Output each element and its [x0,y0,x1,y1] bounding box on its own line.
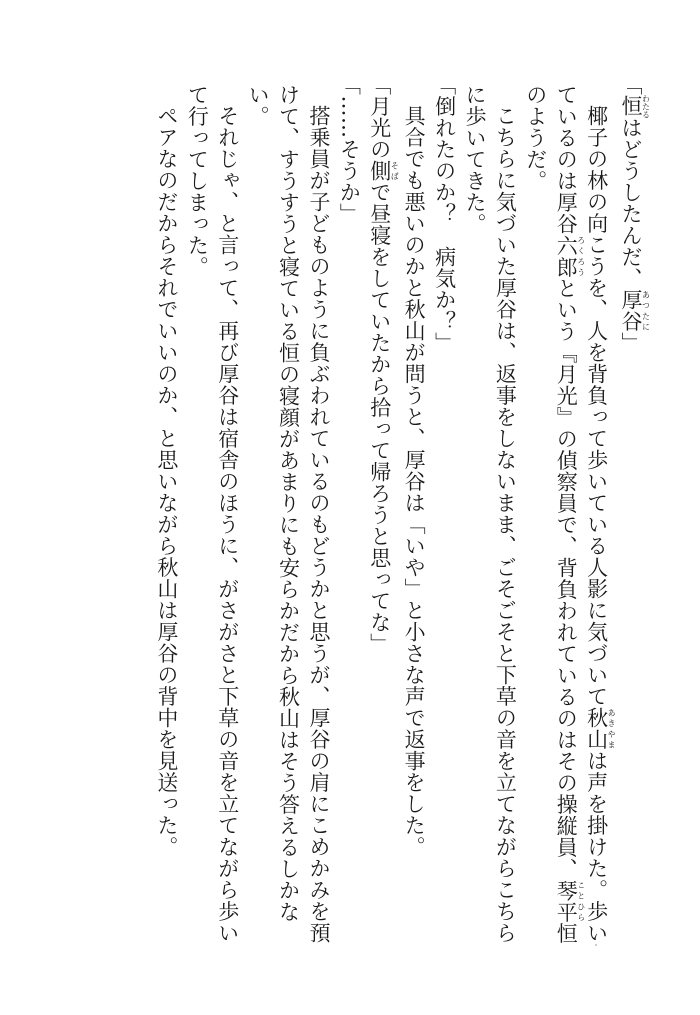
text-run: 「……そうか」 [337,73,362,224]
narration-paragraph [460,84,521,954]
text-run: という『月光』の偵察員で、背負われているのはその操縦員、 [554,277,579,880]
ruby-reading: ろくろう [576,234,586,278]
text-run: はどうしたんだ、 [619,116,643,289]
narration-paragraph [399,84,429,954]
narration-paragraph [182,84,243,954]
text-run: 恒のようだ。 [523,84,579,944]
ruby-word [619,93,651,118]
ruby-reading: あきやま [607,707,617,750]
text-run: 具合でも悪いのかと秋山が問うと、厚谷は「いや」と小さな声で返事をした。 [402,105,427,858]
text-run: ペアなのだからそれでいいのか、と思いながら秋山は厚谷の背中を見送った。 [154,105,179,858]
text-run: は声を掛けた。歩いているのは厚谷 [554,84,609,944]
ruby-word [367,159,400,182]
text-run: 搭乗員が子どものように負ぶわれているのもどうかと思うが、厚谷の肩にこめかみを預けて、すうすうと寝ている恒の寝顔があまりにも安らかだから秋山はそう答えるしかない。 [246,84,331,944]
narration-paragraph [152,84,182,954]
scan-speck [595,944,597,946]
ruby-reading: ことひら [576,879,586,923]
narration-paragraph [243,84,334,954]
dialogue-line [364,73,400,954]
dialogue-line [616,73,651,954]
vertical-text-body [152,73,651,954]
ruby-base: 琴平 [554,879,579,923]
ruby-reading: わたる [641,93,651,118]
ruby-word [554,234,586,278]
ruby-base: 秋山 [584,707,609,750]
ruby-reading: そば [390,159,400,181]
text-run: で昼寝をしていたから拾って帰ろうと思ってな」 [367,181,392,654]
text-run: 「 [619,73,643,95]
ruby-reading: あつたに [641,288,651,332]
ruby-word [554,879,586,923]
text-run: 椰子の林の向こうを、人を背負って歩いている人影に気づいて [584,105,609,707]
text-run: 「倒れたのか？ 病気か？」 [432,73,457,353]
text-run: 」 [619,331,643,353]
ruby-base: 側 [367,159,392,181]
text-run: こちらに気づいた厚谷は、返事をしないまま、ごそごそと下草の音を立てながらこちらに歩いてきた。 [462,84,518,944]
ruby-word [584,707,617,750]
dialogue-line [334,73,364,954]
dialogue-line [429,73,459,954]
text-run: それじゃ、と言って、再び厚谷は宿舎のほうに、がさがさと下草の音を立てながら歩いて行ってしまった。 [185,84,240,944]
text-run: 「月光の [367,73,392,160]
ruby-base: 恒 [619,93,643,118]
narration-paragraph [520,84,615,954]
ruby-base: 厚谷 [619,288,643,332]
ruby-word [619,288,651,332]
ruby-base: 六郎 [554,234,579,278]
